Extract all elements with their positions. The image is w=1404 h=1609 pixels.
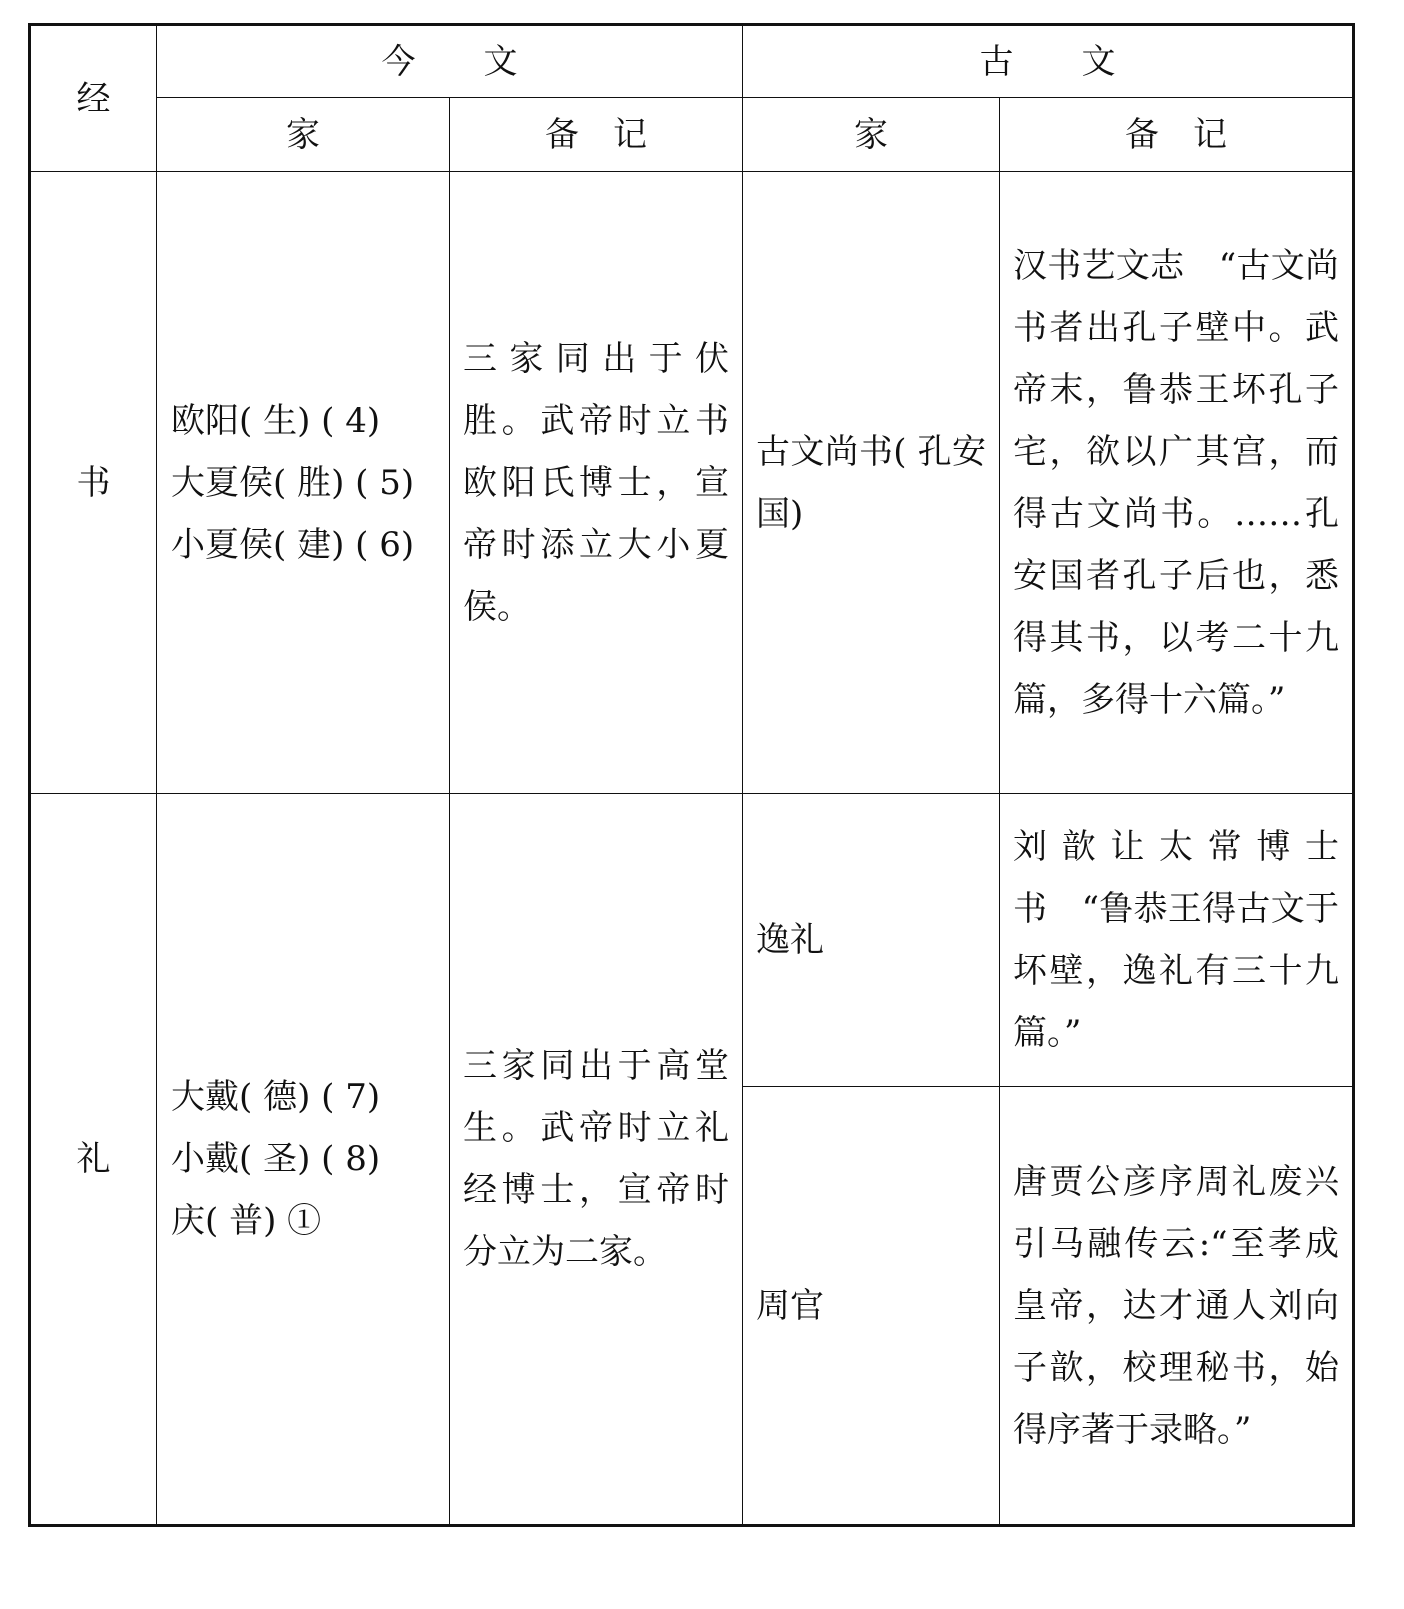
row-shu-jin-jia (157, 172, 450, 794)
header-jinwen: 今 文 (157, 25, 743, 98)
row-li-gu-jia-2: 周官 (743, 1087, 1000, 1526)
row-shu-jing: 书 (30, 172, 157, 794)
header-jing: 经 (30, 25, 157, 172)
classics-table (28, 23, 1355, 1527)
row-li-jin-beiji: 三家同出于高堂生。武帝时立礼经博士，宣帝时分立为二家。 (450, 794, 743, 1526)
row-li-jin-jia-line-2: 小戴( 圣) ( 8) (171, 1139, 381, 1179)
header-guwen: 古 文 (743, 25, 1354, 98)
header-row-1 (30, 25, 1354, 98)
row-shu-jin-jia-line-3: 小夏侯( 建) ( 6) (171, 524, 415, 565)
row-shu (30, 172, 1354, 794)
header-gu-jia: 家 (743, 98, 1000, 172)
row-li-gu-beiji-2: 唐贾公彦序周礼废兴引马融传云:“至孝成皇帝，达才通人刘向子歆，校理秘书，始得序著于录略。” (1000, 1087, 1354, 1526)
row-li-jin-jia (157, 794, 450, 1526)
row-shu-jin-jia-line-1: 欧阳( 生) ( 4) (171, 400, 381, 441)
header-jin-beiji: 备 记 (450, 98, 743, 172)
header-row-2 (30, 98, 1354, 172)
row-li-jin-jia-line-1: 大戴( 德) ( 7) (171, 1077, 381, 1117)
row-li-a (30, 794, 1354, 1087)
row-shu-jin-jia-line-2: 大夏侯( 胜) ( 5) (171, 462, 415, 503)
row-li-gu-jia-1: 逸礼 (743, 794, 1000, 1087)
row-shu-gu-jia: 古文尚书( 孔安国) (743, 172, 1000, 794)
header-gu-beiji: 备 记 (1000, 98, 1354, 172)
row-li-jing: 礼 (30, 794, 157, 1526)
row-shu-jin-beiji: 三家同出于伏胜。武帝时立书欧阳氏博士，宣帝时添立大小夏侯。 (450, 172, 743, 794)
header-jin-jia: 家 (157, 98, 450, 172)
row-li-jin-jia-line-3: 庆( 普) ① (171, 1201, 322, 1241)
row-shu-gu-beiji: 汉书艺文志 “古文尚书者出孔子壁中。武帝末，鲁恭王坏孔子宅，欲以广其宫，而得古文尚书。……孔安国者孔子后也，悉得其书，以考二十九篇，多得十六篇。” (1000, 172, 1354, 794)
row-li-gu-beiji-1: 刘歆让太常博士书 “鲁恭王得古文于坏壁，逸礼有三十九篇。” (1000, 794, 1354, 1087)
